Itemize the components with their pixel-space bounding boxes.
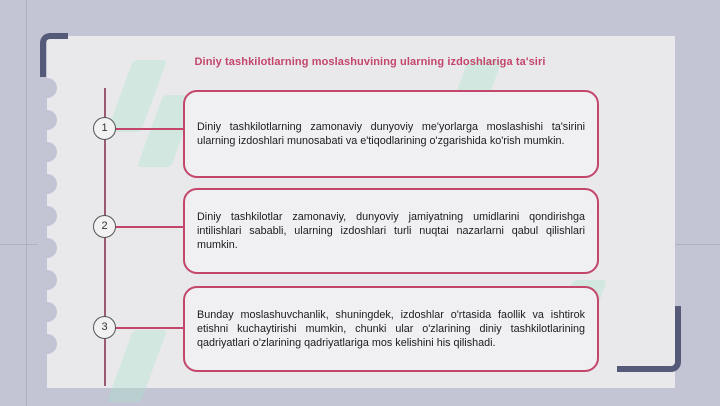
text-box xyxy=(183,286,599,372)
connector-line xyxy=(114,226,183,228)
connector-line xyxy=(114,128,183,130)
slide-title: Diniy tashkilotlarning moslashuvining ularning izdoshlariga ta'siri xyxy=(194,56,546,68)
card-notch xyxy=(37,142,57,162)
connector-line xyxy=(114,327,183,329)
guide-line-v xyxy=(26,0,27,406)
corner-bracket-bottom-right xyxy=(617,306,681,372)
text-box-content: Diniy tashkilotlar zamonaviy, dunyoviy jamiyatning umidlarini qondirishga intilishlari sababli, ularning izdoshlari turli nuqtai nazarlarni qabul qilishlari mumkin. xyxy=(197,211,585,251)
card-notch xyxy=(37,174,57,194)
card-notch xyxy=(37,270,57,290)
step-number-badge: 2 xyxy=(93,215,116,238)
card-notch xyxy=(37,110,57,130)
card-notch xyxy=(37,302,57,322)
text-box-content: Diniy tashkilotlarning zamonaviy dunyoviy me'yorlarga moslashishi ta'sirini ularning izdoshlari munosabati va e'tiqodlarining o'zgarishida ko'rish mumkin. xyxy=(197,121,585,147)
card-notch xyxy=(37,334,57,354)
step-number-badge: 3 xyxy=(93,316,116,339)
card-notch xyxy=(37,238,57,258)
text-box xyxy=(183,188,599,274)
card-notch xyxy=(37,206,57,226)
card-notch xyxy=(37,78,57,98)
corner-bracket-top-left xyxy=(40,33,68,77)
text-box-content: Bunday moslashuvchanlik, shuningdek, izdoshlar o'rtasida faollik va ishtirok etishni kuchaytirishi mumkin, chunki ular o'zlarining diniy tashkilotlarining qadriyatlari o'zlarining qadriyatlariga mos kelishini his qilishadi. xyxy=(197,309,585,349)
text-box xyxy=(183,90,599,178)
step-number-badge: 1 xyxy=(93,117,116,140)
